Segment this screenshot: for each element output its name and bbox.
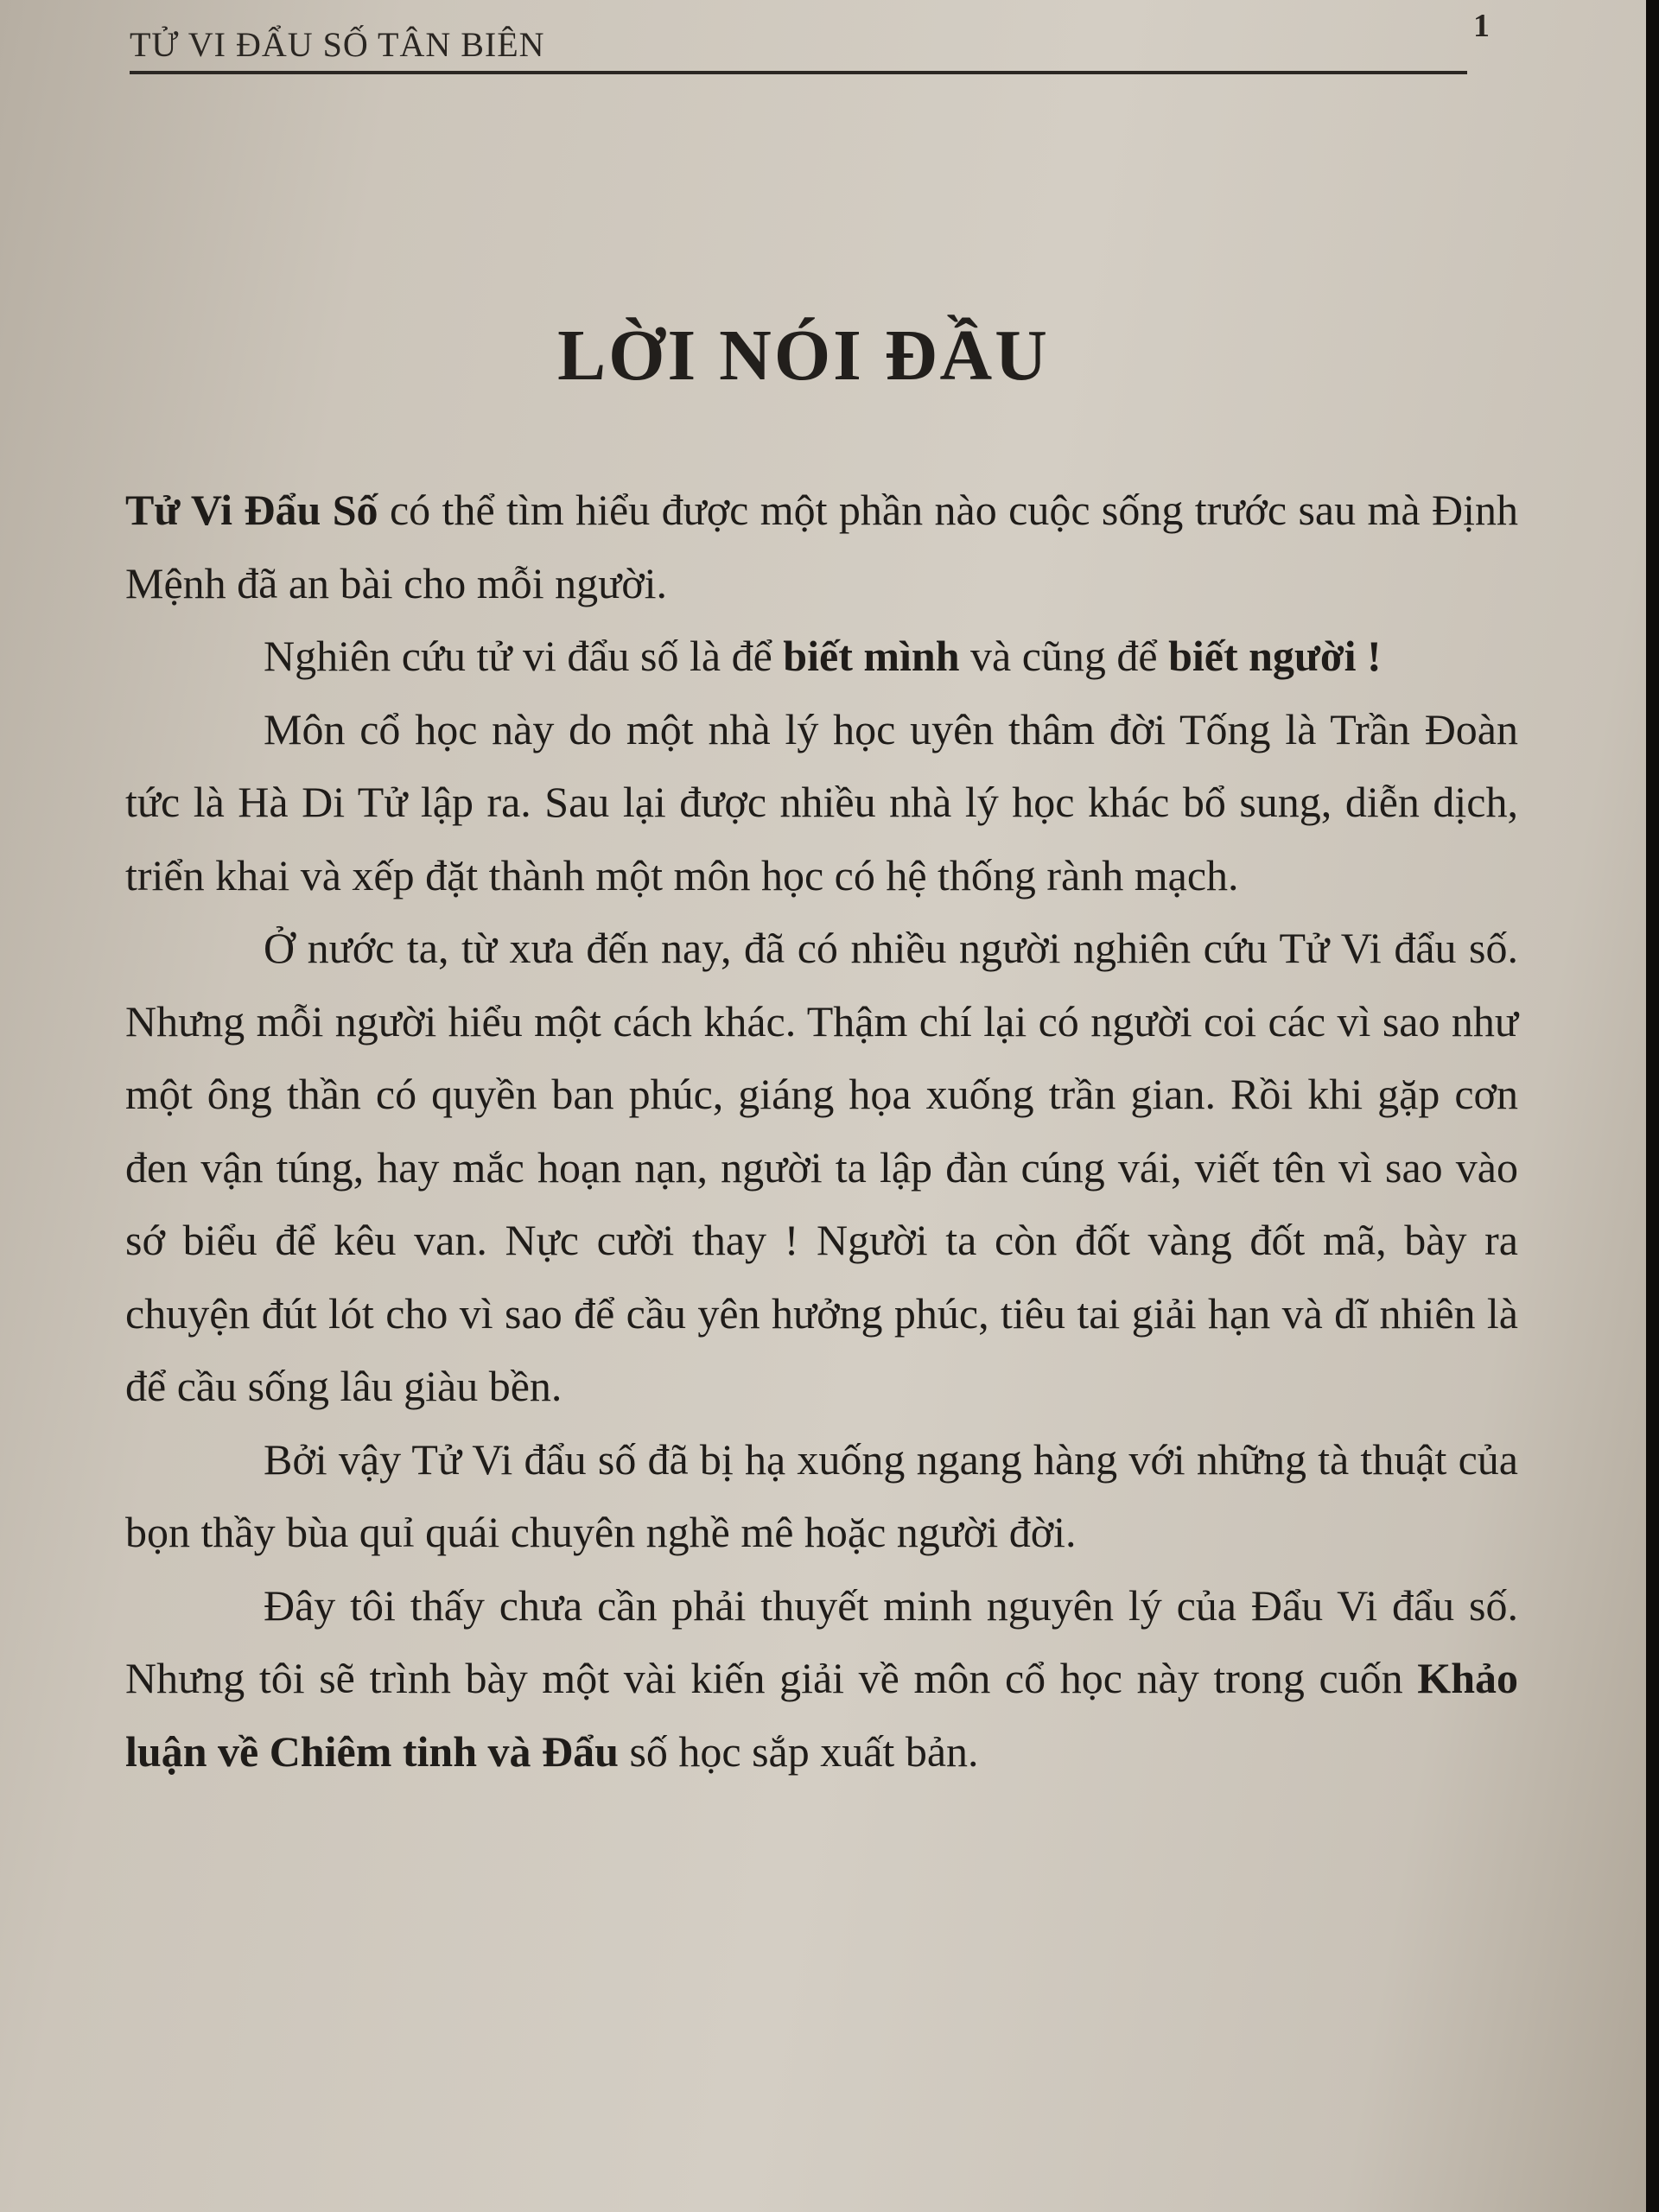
bold-term: biết người ! (1168, 632, 1382, 680)
page-number: 1 (1473, 8, 1490, 44)
paragraph-text: Đây tôi thấy chưa cần phải thuyết minh nguyên lý của Đẩu Vi đẩu số. Nhưng tôi sẽ trình bày một vài kiến giải về môn cổ học này trong cuốn (125, 1580, 1518, 1702)
header-rule (130, 71, 1467, 74)
bold-term: biết mình (783, 632, 960, 680)
paragraph-text: có thể tìm hiểu được một phần nào cuộc sống trước sau mà Định Mệnh đã an bài cho mỗi người. (125, 486, 1518, 607)
paragraph-2 (125, 620, 1518, 693)
paragraph-text: Nghiên cứu tử vi đẩu số là để (264, 632, 784, 680)
bold-term: Tử Vi Đẩu Số (125, 486, 378, 534)
paragraph-1 (125, 474, 1518, 620)
paragraph-5: Bởi vậy Tử Vi đẩu số đã bị hạ xuống ngang hàng với những tà thuật của bọn thầy bùa quỉ quái chuyên nghề mê hoặc người đời. (125, 1434, 1518, 1556)
bold-term: Khảo luận về Chiêm tinh và Đẩu (125, 1654, 1518, 1776)
paragraph-3: Môn cổ học này do một nhà lý học uyên thâm đời Tống là Trần Đoàn tức là Hà Di Tử lập ra. Sau lại được nhiều nhà lý học khác bổ sung, diễn dịch, triển khai và xếp đặt thành một môn học có hệ thống rành mạch. (125, 704, 1518, 899)
body-text (125, 474, 1518, 1788)
running-header-title: TỬ VI ĐẨU SỐ TÂN BIÊN (130, 25, 545, 64)
paragraph-text: số học sắp xuất bản. (618, 1726, 979, 1776)
paragraph-6 (125, 1569, 1518, 1789)
paragraph-text: và cũng để (959, 632, 1169, 680)
running-header (130, 8, 1490, 64)
chapter-title: LỜI NÓI ĐẦU (557, 315, 1050, 396)
paragraph-4: Ở nước ta, từ xưa đến nay, đã có nhiều người nghiên cứu Tử Vi đẩu số. Nhưng mỗi người hiểu một cách khác. Thậm chí lại có người coi các vì sao như một ông thần có quyền ban phúc, giáng họa xuống trần gian. Rồi khi gặp cơn đen vận túng, hay mắc hoạn nạn, người ta lập đàn cúng vái, viết tên vì sao vào sớ biểu để kêu van. Nực cười thay ! Người ta còn đốt vàng đốt mã, bày ra chuyện đút lót cho vì sao để cầu yên hưởng phúc, tiêu tai giải hạn và dĩ nhiên là để cầu sống lâu giàu bền. (125, 924, 1518, 1410)
